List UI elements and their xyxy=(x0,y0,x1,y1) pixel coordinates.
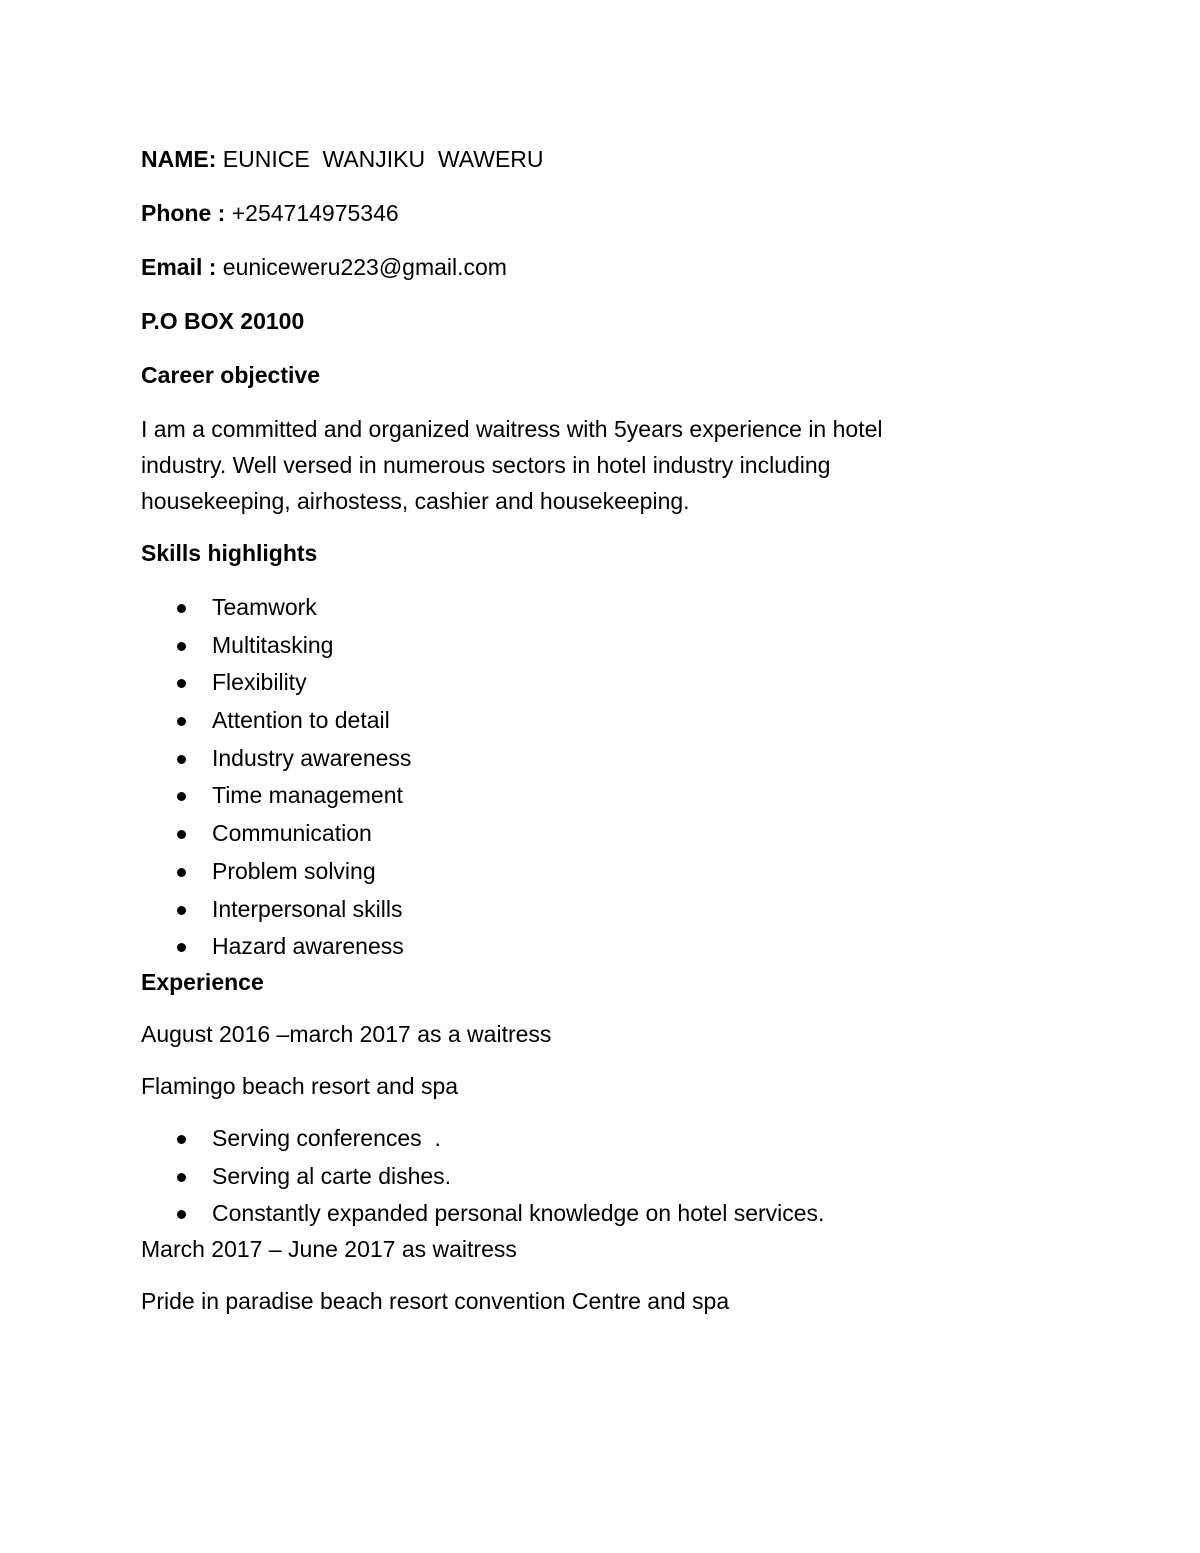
bullet-icon xyxy=(177,604,186,613)
skill-label: Attention to detail xyxy=(212,707,390,734)
skill-label: Hazard awareness xyxy=(212,933,404,960)
email-value: euniceweru223@gmail.com xyxy=(216,254,507,280)
skill-item xyxy=(141,928,1041,966)
job-2-dates: March 2017 – June 2017 as waitress xyxy=(141,1235,517,1262)
career-objective-text: I am a committed and organized waitress with 5years experience in hotel industry. Well versed in numerous sectors in hotel industry including housekeeping, airhostess, cashier and housekeeping. xyxy=(141,416,883,514)
skill-item xyxy=(141,627,1041,665)
duty-item xyxy=(141,1158,1041,1196)
skill-label: Teamwork xyxy=(212,594,317,620)
skills-list xyxy=(141,589,1041,966)
skill-item xyxy=(141,777,1041,815)
bullet-icon xyxy=(177,642,186,651)
skill-item xyxy=(141,664,1041,702)
bullet-icon xyxy=(177,906,186,915)
phone-value: +254714975346 xyxy=(225,200,399,226)
skill-label: Time management xyxy=(212,782,403,809)
skill-label: Problem solving xyxy=(212,857,376,884)
email-label: Email : xyxy=(141,254,217,280)
email-line xyxy=(141,251,1041,284)
duty-label: Serving conferences . xyxy=(212,1124,441,1151)
name-value: EUNICE WANJIKU WAWERU xyxy=(216,146,544,172)
skill-label: Multitasking xyxy=(212,631,334,658)
bullet-icon xyxy=(177,943,186,952)
resume-content xyxy=(141,143,1041,1318)
duty-item xyxy=(141,1195,1041,1233)
skills-heading: Skills highlights xyxy=(141,540,318,566)
skill-item xyxy=(141,702,1041,740)
phone-label: Phone : xyxy=(141,200,226,226)
job-1-company: Flamingo beach resort and spa xyxy=(141,1072,459,1099)
duty-label: Serving al carte dishes. xyxy=(212,1162,452,1189)
bullet-icon xyxy=(177,755,186,764)
phone-line xyxy=(141,197,1041,230)
bullet-icon xyxy=(177,717,186,726)
po-box: P.O BOX 20100 xyxy=(141,308,305,334)
bullet-icon xyxy=(177,830,186,839)
bullet-icon xyxy=(177,1173,186,1182)
duty-label: Constantly expanded personal knowledge on hotel services. xyxy=(212,1200,825,1227)
bullet-icon xyxy=(177,868,186,877)
skill-item xyxy=(141,853,1041,891)
skill-item xyxy=(141,815,1041,853)
job-1-dates: August 2016 –march 2017 as a waitress xyxy=(141,1020,552,1047)
skill-label: Communication xyxy=(212,820,372,847)
job-1-duties xyxy=(141,1120,1041,1233)
skill-label: Flexibility xyxy=(212,669,307,696)
name-line xyxy=(141,143,1041,176)
skill-item xyxy=(141,740,1041,778)
skill-label: Interpersonal skills xyxy=(212,895,403,922)
skill-label: Industry awareness xyxy=(212,744,412,771)
bullet-icon xyxy=(177,1135,186,1144)
skill-item xyxy=(141,589,1041,627)
job-2-company: Pride in paradise beach resort convention Centre and spa xyxy=(141,1287,730,1314)
skill-item xyxy=(141,891,1041,929)
bullet-icon xyxy=(177,792,186,801)
duty-item xyxy=(141,1120,1041,1158)
name-label: NAME: xyxy=(141,146,217,172)
bullet-icon xyxy=(177,1210,186,1219)
career-objective-heading: Career objective xyxy=(141,362,320,388)
bullet-icon xyxy=(177,679,186,688)
experience-heading: Experience xyxy=(141,968,264,995)
